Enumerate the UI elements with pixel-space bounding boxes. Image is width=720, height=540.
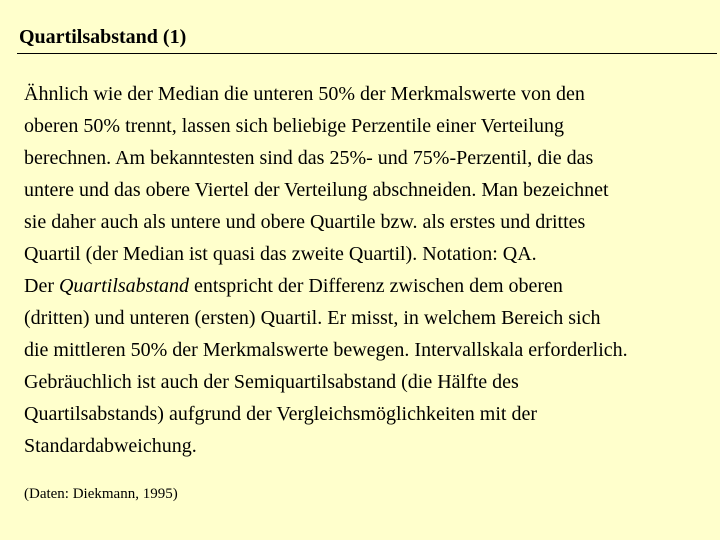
line-7-prefix: Der [24,275,59,297]
text-line-1: Ähnlich wie der Median die unteren 50% der Merkmalswerte von den [24,83,585,105]
text-line-5: sie daher auch als untere und obere Quartile bzw. als erstes und drittes [24,211,586,233]
text-line-8: (dritten) und unteren (ersten) Quartil. Er misst, in welchem Bereich sich [24,307,601,329]
text-line-7 [24,270,704,302]
text-line-4: untere und das obere Viertel der Verteilung abschneiden. Man bezeichnet [24,179,609,201]
text-line-3: berechnen. Am bekanntesten sind das 25%- und 75%-Perzentil, die das [24,147,594,169]
title-divider [17,53,717,54]
term-quartilsabstand: Quartilsabstand [58,275,190,297]
slide-title: Quartilsabstand (1) [19,26,187,48]
text-line-9: die mittleren 50% der Merkmalswerte bewegen. Intervallskala erforderlich. [24,339,628,361]
text-line-10: Gebräuchlich ist auch der Semiquartilsabstand (die Hälfte des [24,371,519,393]
body-text [24,78,704,462]
text-line-2: oberen 50% trennt, lassen sich beliebige Perzentile einer Verteilung [24,115,564,137]
line-7-suffix: entspricht der Differenz zwischen dem oberen [189,275,563,297]
text-line-11: Quartilsabstands) aufgrund der Vergleichsmöglichkeiten mit der [24,403,538,425]
text-line-12: Standardabweichung. [24,435,197,457]
text-line-6: Quartil (der Median ist quasi das zweite Quartil). Notation: QA. [24,243,537,265]
source-citation: (Daten: Diekmann, 1995) [24,486,178,502]
